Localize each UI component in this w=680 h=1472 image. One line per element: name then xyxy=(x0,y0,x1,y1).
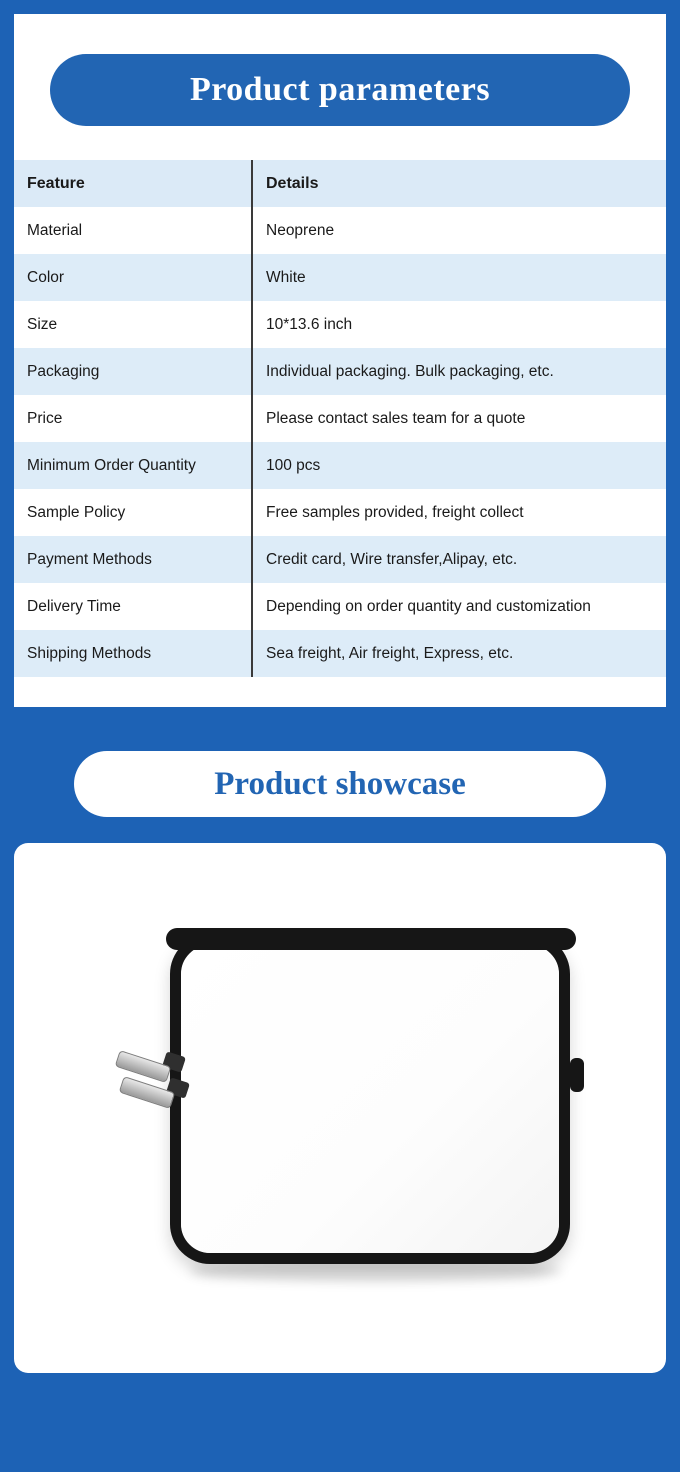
row-detail: 10*13.6 inch xyxy=(266,315,353,333)
showcase-title-row xyxy=(14,707,666,843)
row-detail: Neoprene xyxy=(266,221,335,239)
row-feature: Minimum Order Quantity xyxy=(14,442,252,489)
product-parameters-table xyxy=(14,160,666,677)
table-header-row xyxy=(14,160,666,207)
product-showcase-title: Product showcase xyxy=(74,751,606,817)
row-detail: Credit card, Wire transfer,Alipay, etc. xyxy=(266,550,518,568)
row-feature: Delivery Time xyxy=(14,583,252,630)
row-detail: Individual packaging. Bulk packaging, etc. xyxy=(266,362,554,380)
zipper-track xyxy=(166,928,576,950)
table-row xyxy=(14,442,666,489)
row-feature: Price xyxy=(14,395,252,442)
row-feature: Packaging xyxy=(14,348,252,395)
table-header-feature: Feature xyxy=(14,160,252,207)
sleeve-right-edge-detail xyxy=(570,1058,584,1092)
row-feature: Payment Methods xyxy=(14,536,252,583)
table-row xyxy=(14,348,666,395)
table-row xyxy=(14,301,666,348)
table-row xyxy=(14,395,666,442)
row-detail: White xyxy=(266,268,306,286)
row-feature: Material xyxy=(14,207,252,254)
table-row xyxy=(14,536,666,583)
table-row xyxy=(14,489,666,536)
row-detail: Please contact sales team for a quote xyxy=(266,409,526,427)
row-feature: Sample Policy xyxy=(14,489,252,536)
row-detail: Depending on order quantity and customization xyxy=(266,597,591,615)
zipper-pull-bottom xyxy=(119,1076,176,1109)
row-detail: 100 pcs xyxy=(266,456,321,474)
laptop-sleeve-illustration xyxy=(60,908,620,1308)
row-feature: Shipping Methods xyxy=(14,630,252,677)
table-row xyxy=(14,583,666,630)
table-header-details: Details xyxy=(266,174,319,192)
row-detail: Free samples provided, freight collect xyxy=(266,503,524,521)
product-parameters-title: Product parameters xyxy=(50,54,630,126)
table-row xyxy=(14,630,666,677)
card-bottom-padding xyxy=(14,677,666,707)
table-row xyxy=(14,254,666,301)
row-feature: Color xyxy=(14,254,252,301)
product-parameters-card xyxy=(14,14,666,707)
product-showcase-photo-card xyxy=(14,843,666,1373)
parameters-title-row xyxy=(14,14,666,160)
table-row xyxy=(14,207,666,254)
sleeve-body xyxy=(170,934,570,1264)
sleeve-face xyxy=(181,945,559,1253)
row-detail: Sea freight, Air freight, Express, etc. xyxy=(266,644,514,662)
row-feature: Size xyxy=(14,301,252,348)
